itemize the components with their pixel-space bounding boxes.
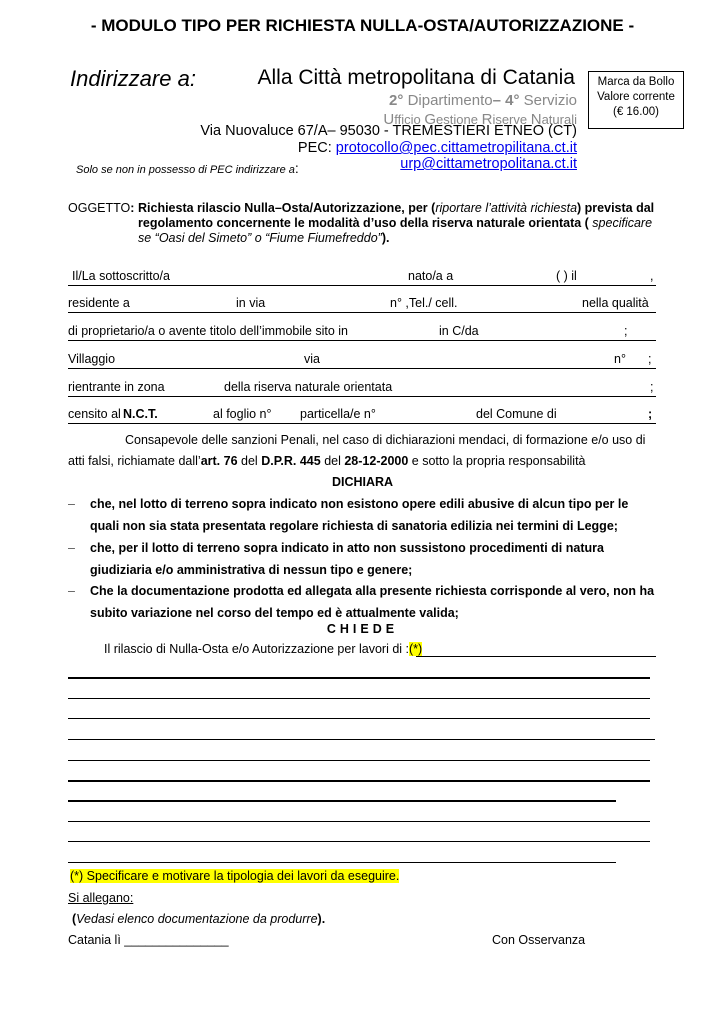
urp-line	[400, 156, 577, 172]
declaration-item-2: – che, per il lotto di terreno sopra indicato in atto non sussistono procedimenti di natura giudiziaria e/o amministrativa di nessun tipo e genere;	[68, 541, 604, 577]
street-address: Via Nuovaluce 67/A– 95030 - TREMESTIERI ETNEO (CT)	[200, 123, 577, 139]
request-line: Il rilascio di Nulla-Osta e/o Autorizzazione per lavori di :(*)	[104, 642, 423, 656]
recipient-organization: Alla Città metropolitana di Catania	[257, 66, 575, 89]
office-line: Ufficio Gestione Riserve Naturali	[383, 111, 577, 128]
pec-line: PEC: protocollo@pec.cittametropilitana.ct.it	[297, 140, 577, 156]
works-line-4[interactable]	[68, 739, 655, 740]
asterisk-marker: (*)	[409, 642, 423, 656]
urp-email-link[interactable]: urp@cittametropolitana.ct.it	[400, 156, 577, 172]
dichiara-heading: DICHIARA	[331, 475, 394, 489]
form-title: - MODULO TIPO PER RICHIESTA NULLA-OSTA/AUTORIZZAZIONE -	[90, 16, 635, 35]
stamp-line-1: Marca da Bollo	[597, 76, 675, 88]
works-line-9[interactable]	[68, 841, 650, 842]
pec-note: Solo se non in possesso di PEC indirizzare a:	[76, 160, 299, 176]
works-line-3[interactable]	[68, 718, 650, 719]
place-date: Catania lì _______________	[68, 933, 229, 947]
works-line-1[interactable]	[68, 677, 650, 679]
form-row-applicant[interactable]: Il/La sottoscritto/a nato/a a ( ) il ,	[68, 269, 656, 286]
declaration-item-1: – che, nel lotto di terreno sopra indicato non esistono opere edili abusive di alcun tipo per le quali non sia stata presentata regolare richiesta di sanatoria edilizia nei termini di Legge;	[68, 497, 629, 533]
form-row-residence[interactable]: residente a in via n° ,Tel./ cell. nella qualità	[68, 296, 656, 313]
request-blank-line[interactable]	[416, 656, 656, 657]
subject-label: OGGETTO	[68, 201, 131, 215]
attachments-label: Si allegano:	[68, 891, 134, 905]
form-row-village[interactable]: Villaggio via n° ;	[68, 352, 656, 369]
works-line-6[interactable]	[68, 780, 650, 782]
form-row-cadastre[interactable]: censito al N.C.T. al foglio n° particella/e n° del Comune di ;	[68, 407, 656, 424]
declaration-item-3: – Che la documentazione prodotta ed allegata alla presente richiesta corrisponde al vero, non ha subito variazione nel corso del tempo ed è attualmente valida;	[68, 584, 655, 620]
pec-email-link[interactable]: protocollo@pec.cittametropilitana.ct.it	[335, 140, 577, 156]
subject-section: OGGETTO: Richiesta rilascio Nulla–Osta/Autorizzazione, per (riportare l’attività richiesta) prevista dal regolamento concernente le modalità d’uso della riserva naturale orientata ( specificare se “Oasi del Simeto” o “Fiume Fiumefreddo”).	[68, 201, 658, 216]
signature-closing: Con Osservanza	[492, 933, 586, 947]
works-line-7[interactable]	[68, 800, 616, 802]
works-line-8[interactable]	[68, 821, 650, 822]
form-row-zone[interactable]: rientrante in zona della riserva naturale orientata ;	[68, 380, 656, 397]
chiede-heading: CHIEDE	[326, 622, 399, 636]
works-line-2[interactable]	[68, 698, 650, 699]
date-blank[interactable]: _______________	[124, 933, 229, 947]
footnote: (*) Specificare e motivare la tipologia dei lavori da eseguire.	[70, 869, 400, 883]
stamp-line-3: (€ 16.00)	[612, 106, 660, 118]
revenue-stamp-box	[588, 71, 684, 129]
stamp-line-2: Valore corrente	[597, 91, 675, 103]
attachments-note: (Vedasi elenco documentazione da produrre).	[72, 912, 326, 926]
works-line-5[interactable]	[68, 760, 650, 761]
declaration-preamble: Consapevole delle sanzioni Penali, nel caso di dichiarazioni mendaci, di formazione e/o uso di atti falsi, richiamate dall’art. 76 del D.P.R. 445 del 28-12-2000 e sotto la propria responsabilità	[68, 433, 646, 468]
works-line-10[interactable]	[68, 862, 616, 863]
address-label: Indirizzare a:	[70, 66, 196, 91]
subject-text: Richiesta rilascio Nulla–Osta/Autorizzazione, per (riportare l’attività richiesta) prevista dal regolamento concernente le modalità d’uso della riserva naturale orientata ( specificare se “Oasi del Simeto” o “Fiume Fiumefreddo”).	[138, 201, 655, 245]
department-line: 2° Dipartimento– 4° Servizio	[389, 92, 577, 109]
form-row-property[interactable]: di proprietario/a o avente titolo dell’immobile sito in in C/da ;	[68, 324, 656, 341]
